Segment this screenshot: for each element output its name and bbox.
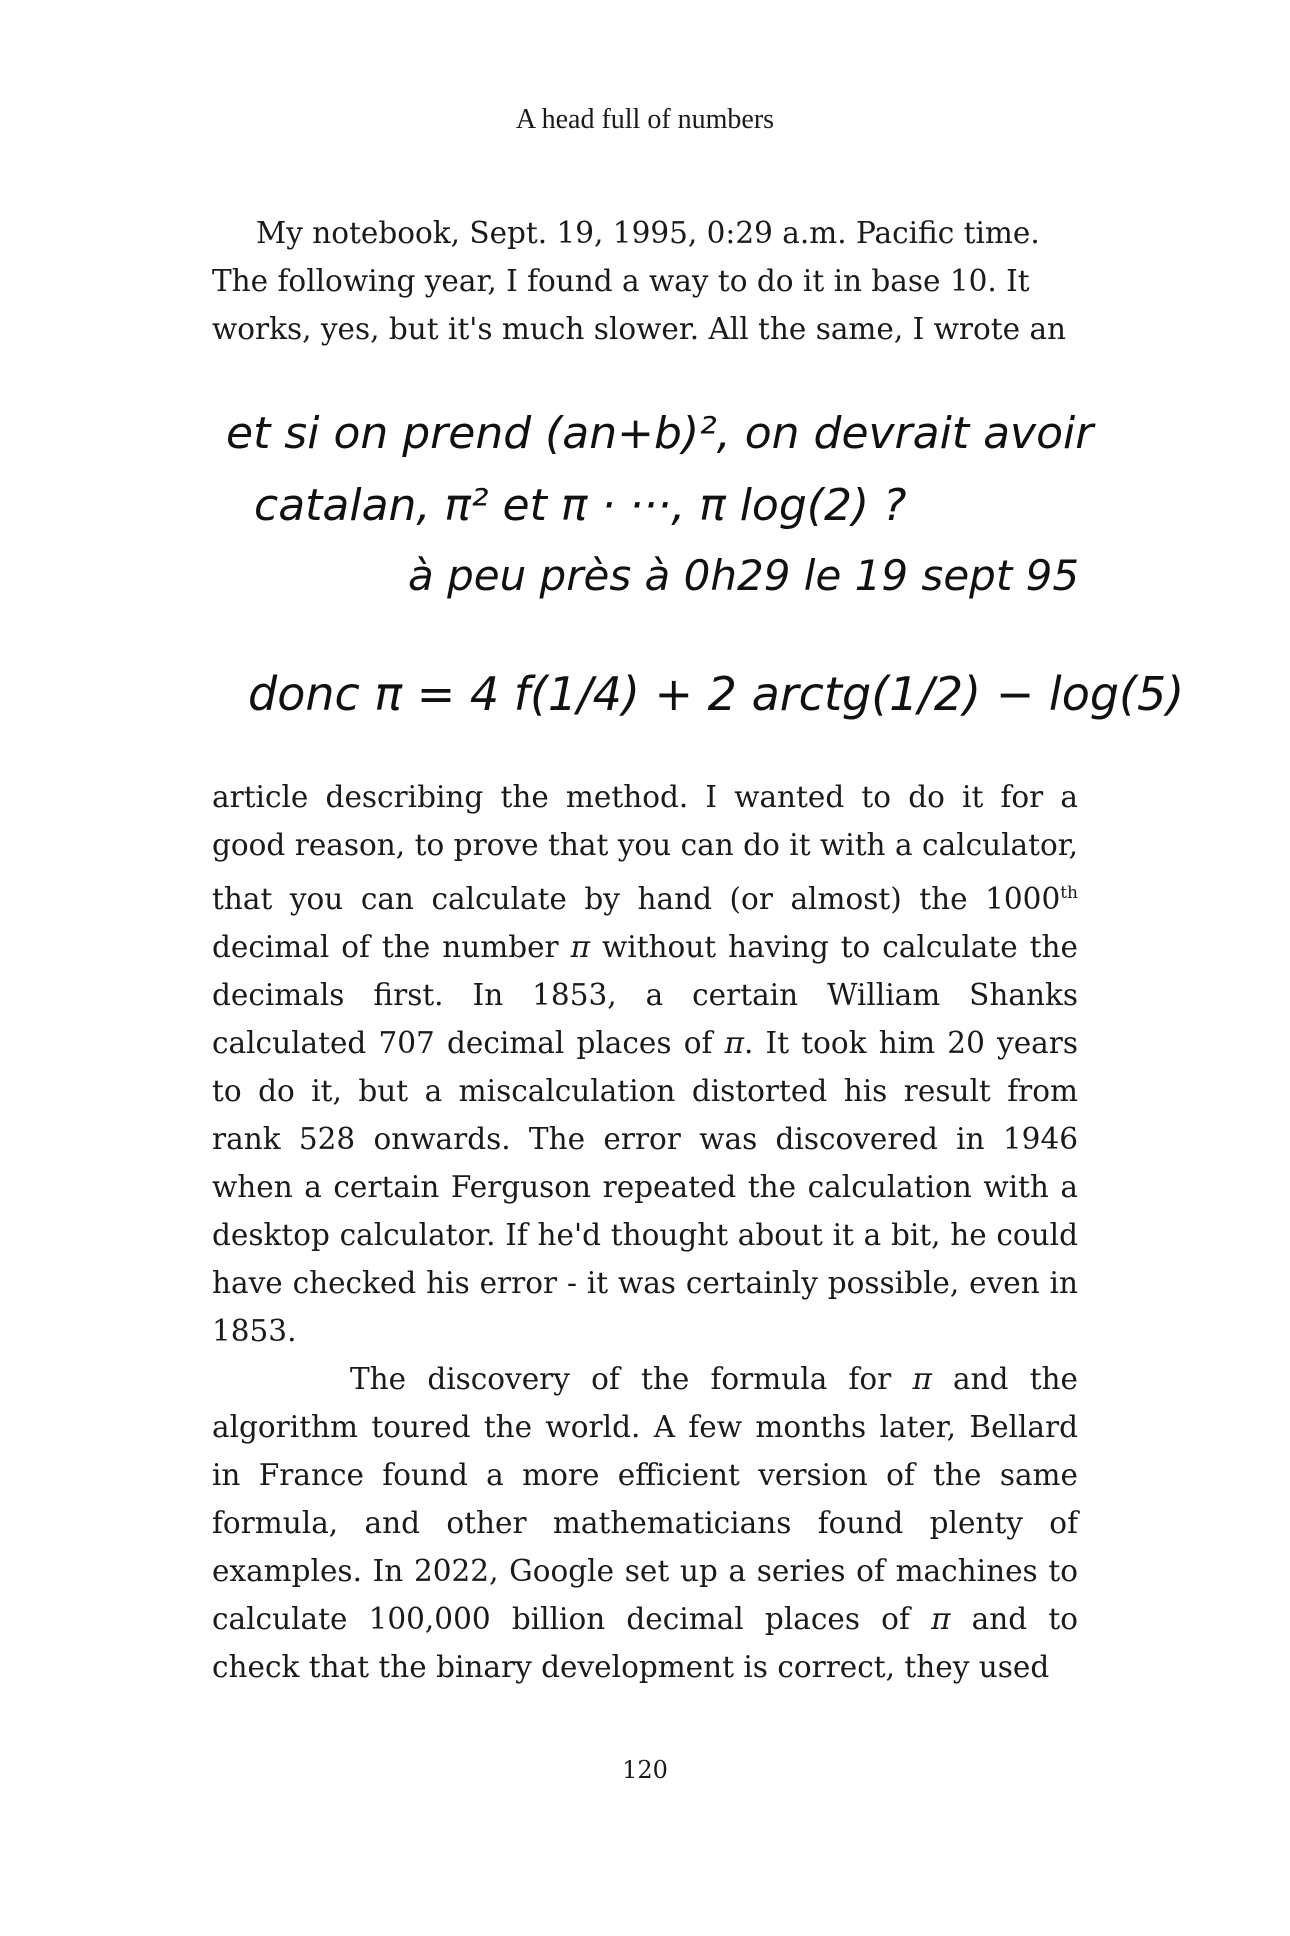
text-segment: and the algorithm toured the world. A few months later, Bellard in France found a more efficient version of the same formula, and other mathematicians found plenty of examples. In 2022, Google set up a series of machines to calculate 100,000 billion decimal places of [212, 1361, 1079, 1636]
pi-symbol: π [724, 1025, 744, 1060]
paragraph-intro [212, 209, 1078, 353]
text-segment: and to check that the binary development is correct, they used [212, 1601, 1078, 1684]
pi-symbol: π [931, 1601, 951, 1636]
text-segment: article describing the method. I wanted to do it for a good reason, to prove that you can do it with a calculator, that you can calculate by hand (or almost) the 1000 [212, 780, 1078, 916]
paragraph-shanks [212, 773, 1078, 1355]
paragraph-discovery [212, 1355, 1078, 1691]
text-segment: . It took him 20 years to do it, but a miscalculation distorted his result from rank 528 onwards. The error was discovered in 1946 when a certain Ferguson repeated the calculation with a desktop calculator. If he'd thought about it a bit, he could have checked his error - it was certainly possible, even in 1853. [212, 1025, 1078, 1348]
handwriting-line-4: donc π = 4 f(1/4) + 2 arctg(1/2) − log(5) [248, 667, 1185, 721]
paragraph-intro-text: My notebook, Sept. 19, 1995, 0:29 a.m. Pacific time. The following year, I found a way to do it in base 10. It works, yes, but it's much slower. All the same, I wrote an [212, 216, 1067, 346]
handwriting-line-3: à peu près à 0h29 le 19 sept 95 [408, 551, 1080, 600]
paragraph-main [212, 773, 1078, 1691]
text-segment: without having to calculate the decimals first. In 1853, a certain William Shanks calculated 707 decimal places of [212, 929, 1078, 1060]
page-number: 120 [622, 1756, 668, 1784]
pi-symbol: π [912, 1361, 932, 1396]
handwriting-line-1: et si on prend (an+b)², on devrait avoir [226, 408, 1094, 459]
handwriting-line-2: catalan, π² et π · ···, π log(2) ? [254, 480, 907, 531]
text-segment: The discovery of the formula for [350, 1361, 913, 1396]
pi-symbol: π [570, 929, 591, 964]
running-title: A head full of numbers [515, 104, 775, 135]
text-segment: decimal of the number [212, 929, 571, 964]
ordinal-superscript: th [1060, 883, 1078, 903]
handwriting-image [218, 390, 1185, 750]
handwritten-notebook-excerpt [218, 390, 1185, 750]
